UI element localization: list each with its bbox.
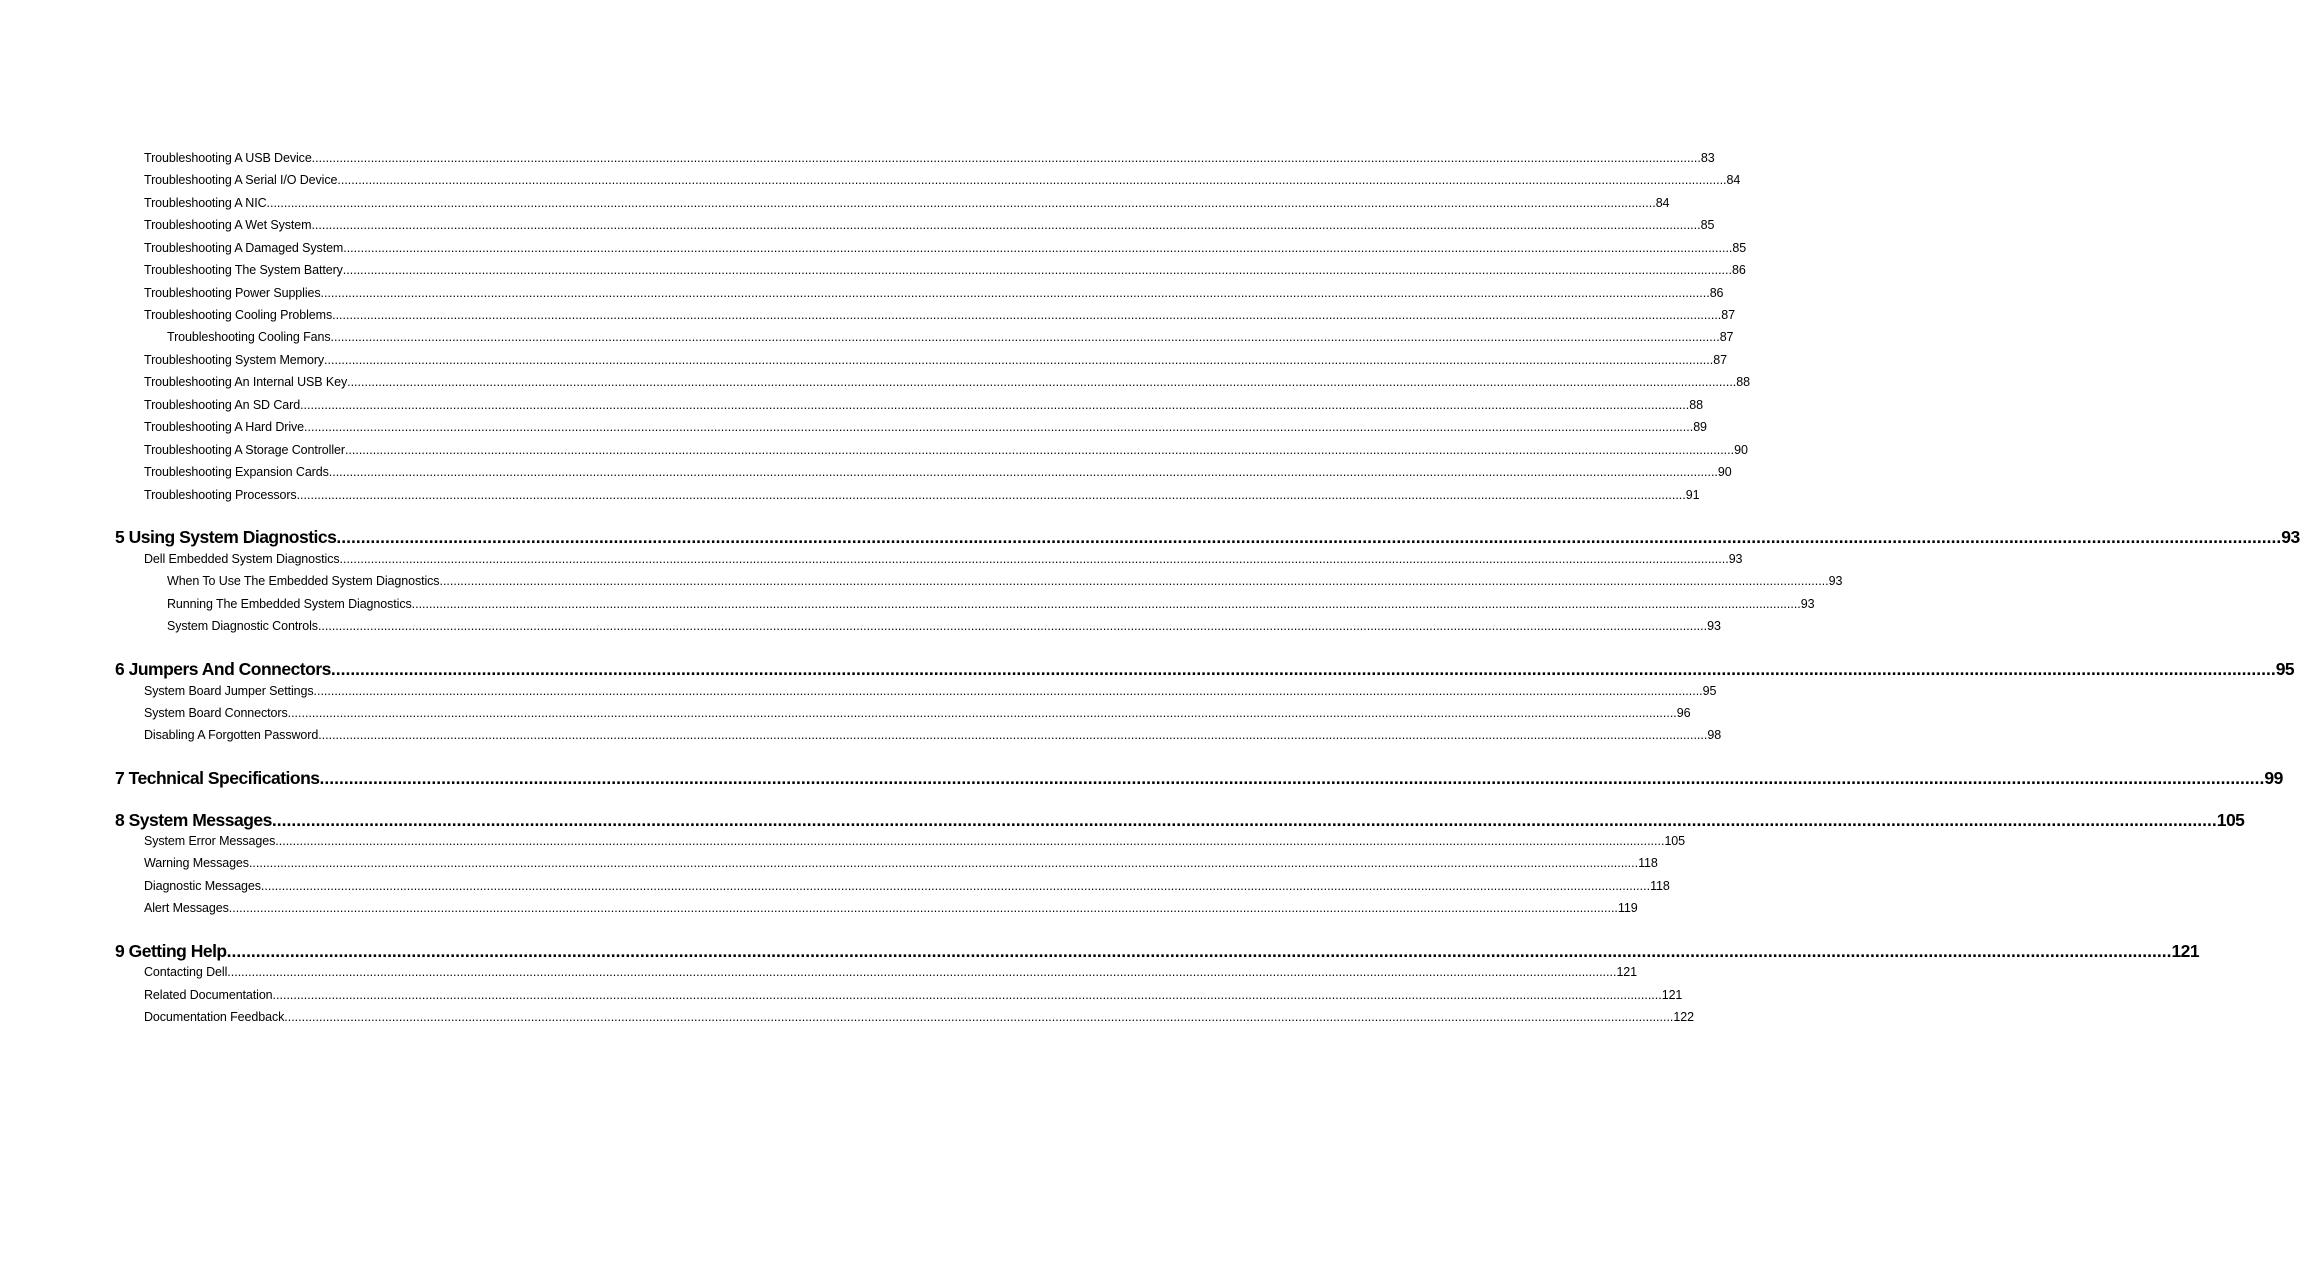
toc-entry-title: 5 Using System Diagnostics [115, 527, 337, 547]
toc-entry[interactable] [144, 263, 1746, 277]
toc-page-number: 85 [1732, 241, 1747, 255]
toc-entry-title: 8 System Messages [115, 810, 272, 830]
toc-leader-dots: ................................................................................................................................................................................................................................................................................................................................................................................................................ [313, 684, 1703, 698]
toc-leader-dots: ................................................................................................................................................................................................................................................................................................................................................................................................................ [339, 552, 1729, 566]
toc-entry-title: Warning Messages [144, 856, 249, 870]
toc-entry-title: 7 Technical Specifications [115, 768, 320, 788]
toc-entry[interactable] [144, 728, 1722, 742]
toc-leader-dots: ................................................................................................................................................................................................................................................................................................................................................................................................................ [342, 263, 1732, 277]
toc-page-number: 93 [1828, 574, 1843, 588]
toc-entry[interactable] [144, 420, 1707, 434]
toc-entry-title: 6 Jumpers And Connectors [115, 659, 331, 679]
toc-page-number: 121 [1616, 965, 1638, 979]
toc-entry-title: Troubleshooting The System Battery [144, 263, 343, 277]
toc-leader-dots: ................................................................................................................................................................................................................................................................................................................................................................................................................ [319, 768, 2265, 788]
toc-entry[interactable] [144, 552, 1743, 566]
toc-leader-dots: ................................................................................................................................................................................................................................................................................................................................................................................................................ [318, 728, 1708, 742]
toc-page-number: 87 [1719, 330, 1734, 344]
toc-entry[interactable] [167, 619, 1721, 633]
toc-entry[interactable] [144, 988, 1683, 1002]
toc-entry-title: Troubleshooting A Wet System [144, 218, 312, 232]
toc-page-number: 119 [1617, 901, 1638, 915]
toc-entry[interactable] [144, 241, 1747, 255]
toc-entry-title: Troubleshooting A Serial I/O Device [144, 173, 338, 187]
toc-entry-title: Troubleshooting A NIC [144, 196, 267, 210]
toc-entry[interactable] [144, 151, 1715, 165]
toc-entry-title: Related Documentation [144, 988, 273, 1002]
toc-entry[interactable] [144, 443, 1748, 457]
toc-entry-title: Troubleshooting Processors [144, 488, 297, 502]
toc-chapter-entry[interactable] [115, 768, 2283, 789]
toc-leader-dots: ................................................................................................................................................................................................................................................................................................................................................................................................................ [275, 834, 1665, 848]
toc-entry[interactable] [167, 330, 1734, 344]
toc-page-number: 89 [1693, 420, 1707, 434]
toc-entry-title: Troubleshooting A Storage Controller [144, 443, 345, 457]
toc-leader-dots: ................................................................................................................................................................................................................................................................................................................................................................................................................ [266, 196, 1656, 210]
toc-leader-dots: ................................................................................................................................................................................................................................................................................................................................................................................................................ [226, 941, 2172, 961]
toc-leader-dots: ................................................................................................................................................................................................................................................................................................................................................................................................................ [311, 218, 1701, 232]
toc-entry[interactable] [144, 353, 1727, 367]
toc-page-number: 84 [1655, 196, 1670, 210]
toc-leader-dots: ................................................................................................................................................................................................................................................................................................................................................................................................................ [330, 330, 1720, 344]
toc-entry[interactable] [144, 375, 1750, 389]
toc-chapter-entry[interactable] [115, 810, 2245, 831]
toc-entry[interactable] [144, 488, 1700, 502]
toc-leader-dots: ................................................................................................................................................................................................................................................................................................................................................................................................................ [344, 443, 1735, 457]
toc-page-number: 122 [1673, 1010, 1694, 1024]
toc-entry[interactable] [167, 597, 1815, 611]
toc-page-number: 88 [1736, 375, 1750, 389]
toc-page-number: 95 [1702, 684, 1717, 698]
toc-entry-title: Troubleshooting Cooling Problems [144, 308, 333, 322]
toc-page-number: 118 [1638, 856, 1658, 870]
toc-entry-title: Contacting Dell [144, 965, 228, 979]
toc-entry[interactable] [144, 308, 1735, 322]
toc-entry-title: 9 Getting Help [115, 941, 227, 961]
toc-page-number: 87 [1721, 308, 1735, 322]
toc-page-number: 84 [1726, 173, 1741, 187]
toc-entry-title: Disabling A Forgotten Password [144, 728, 319, 742]
toc-page-number: 121 [1661, 988, 1683, 1002]
toc-entry-title: Troubleshooting An Internal USB Key [144, 375, 348, 389]
toc-entry[interactable] [144, 856, 1658, 870]
toc-page-number: 98 [1707, 728, 1722, 742]
toc-entry-title: Running The Embedded System Diagnostics [167, 597, 412, 611]
toc-page-number: 93 [1728, 552, 1743, 566]
toc-page-number: 95 [2275, 659, 2295, 679]
toc-leader-dots: ................................................................................................................................................................................................................................................................................................................................................................................................................ [439, 574, 1829, 588]
toc-leader-dots: ................................................................................................................................................................................................................................................................................................................................................................................................................ [328, 465, 1718, 479]
toc-page-number: 105 [2216, 810, 2245, 830]
toc-entry-title: Documentation Feedback [144, 1010, 285, 1024]
toc-leader-dots: ................................................................................................................................................................................................................................................................................................................................................................................................................ [347, 375, 1737, 389]
toc-leader-dots: ................................................................................................................................................................................................................................................................................................................................................................................................................ [248, 856, 1639, 870]
toc-leader-dots: ................................................................................................................................................................................................................................................................................................................................................................................................................ [296, 488, 1686, 502]
toc-entry-title: System Diagnostic Controls [167, 619, 318, 633]
toc-leader-dots: ................................................................................................................................................................................................................................................................................................................................................................................................................ [300, 398, 1690, 412]
toc-entry-title: Alert Messages [144, 901, 229, 915]
toc-entry[interactable] [144, 398, 1703, 412]
toc-page-number: 99 [2264, 768, 2283, 788]
toc-leader-dots: ................................................................................................................................................................................................................................................................................................................................................................................................................ [284, 1010, 1674, 1024]
toc-entry[interactable] [144, 965, 1638, 979]
toc-page-number: 86 [1709, 286, 1724, 300]
toc-entry[interactable] [144, 465, 1732, 479]
toc-leader-dots: ................................................................................................................................................................................................................................................................................................................................................................................................................ [343, 241, 1733, 255]
toc-entry[interactable] [144, 706, 1691, 720]
toc-page-number: 83 [1700, 151, 1715, 165]
toc-entry-title: Troubleshooting Cooling Fans [167, 330, 331, 344]
toc-page-number: 93 [2281, 527, 2300, 547]
toc-entry[interactable] [144, 218, 1715, 232]
toc-leader-dots: ................................................................................................................................................................................................................................................................................................................................................................................................................ [330, 659, 2276, 679]
toc-entry-title: Diagnostic Messages [144, 879, 261, 893]
toc-leader-dots: ................................................................................................................................................................................................................................................................................................................................................................................................................ [337, 173, 1727, 187]
toc-chapter-entry[interactable] [115, 659, 2295, 680]
toc-leader-dots: ................................................................................................................................................................................................................................................................................................................................................................................................................ [304, 420, 1694, 434]
toc-leader-dots: ................................................................................................................................................................................................................................................................................................................................................................................................................ [317, 619, 1708, 633]
toc-entry[interactable] [144, 196, 1670, 210]
toc-leader-dots: ................................................................................................................................................................................................................................................................................................................................................................................................................ [287, 706, 1677, 720]
toc-page-number: 93 [1707, 619, 1721, 633]
toc-entry-title: Troubleshooting A Damaged System [144, 241, 344, 255]
toc-leader-dots: ................................................................................................................................................................................................................................................................................................................................................................................................................ [311, 151, 1701, 165]
toc-leader-dots: ................................................................................................................................................................................................................................................................................................................................................................................................................ [228, 901, 1618, 915]
toc-page-number: 88 [1689, 398, 1703, 412]
toc-leader-dots: ................................................................................................................................................................................................................................................................................................................................................................................................................ [227, 965, 1617, 979]
toc-page-number: 85 [1700, 218, 1715, 232]
toc-leader-dots: ................................................................................................................................................................................................................................................................................................................................................................................................................ [324, 353, 1714, 367]
toc-entry[interactable] [144, 286, 1724, 300]
toc-entry[interactable] [144, 684, 1717, 698]
toc-entry-title: System Error Messages [144, 834, 276, 848]
toc-chapter-entry[interactable] [115, 527, 2300, 548]
toc-entry-title: System Board Connectors [144, 706, 288, 720]
toc-entry[interactable] [144, 1010, 1694, 1024]
toc-page-number: 118 [1650, 879, 1670, 893]
toc-entry-title: System Board Jumper Settings [144, 684, 314, 698]
toc-entry-title: Troubleshooting A Hard Drive [144, 420, 305, 434]
toc-page-number: 90 [1734, 443, 1748, 457]
toc-entry-title: Troubleshooting Power Supplies [144, 286, 321, 300]
toc-entry[interactable] [167, 574, 1843, 588]
toc-page-number: 96 [1676, 706, 1691, 720]
toc-page-number: 121 [2171, 941, 2200, 961]
toc-page-number: 105 [1664, 834, 1686, 848]
toc-entry-title: Troubleshooting A USB Device [144, 151, 312, 165]
toc-leader-dots: ................................................................................................................................................................................................................................................................................................................................................................................................................ [332, 308, 1722, 322]
toc-leader-dots: ................................................................................................................................................................................................................................................................................................................................................................................................................ [336, 527, 2282, 547]
toc-page-number: 93 [1800, 597, 1815, 611]
toc-entry-title: Troubleshooting An SD Card [144, 398, 301, 412]
toc-page-number: 91 [1685, 488, 1700, 502]
toc-leader-dots: ................................................................................................................................................................................................................................................................................................................................................................................................................ [320, 286, 1710, 300]
toc-chapter-entry[interactable] [115, 941, 2200, 962]
toc-leader-dots: ................................................................................................................................................................................................................................................................................................................................................................................................................ [272, 988, 1662, 1002]
toc-leader-dots: ................................................................................................................................................................................................................................................................................................................................................................................................................ [260, 879, 1651, 893]
toc-leader-dots: ................................................................................................................................................................................................................................................................................................................................................................................................................ [411, 597, 1801, 611]
toc-entry[interactable] [144, 173, 1741, 187]
toc-entry-title: Dell Embedded System Diagnostics [144, 552, 340, 566]
toc-page-number: 90 [1717, 465, 1732, 479]
toc-page-number: 87 [1713, 353, 1727, 367]
toc-page-number: 86 [1731, 263, 1746, 277]
toc-entry[interactable] [144, 901, 1638, 915]
toc-leader-dots: ................................................................................................................................................................................................................................................................................................................................................................................................................ [271, 810, 2217, 830]
toc-entry-title: When To Use The Embedded System Diagnostics [167, 574, 440, 588]
toc-entry-title: Troubleshooting System Memory [144, 353, 325, 367]
toc-entry-title: Troubleshooting Expansion Cards [144, 465, 329, 479]
toc-entry[interactable] [144, 834, 1686, 848]
toc-entry[interactable] [144, 879, 1670, 893]
